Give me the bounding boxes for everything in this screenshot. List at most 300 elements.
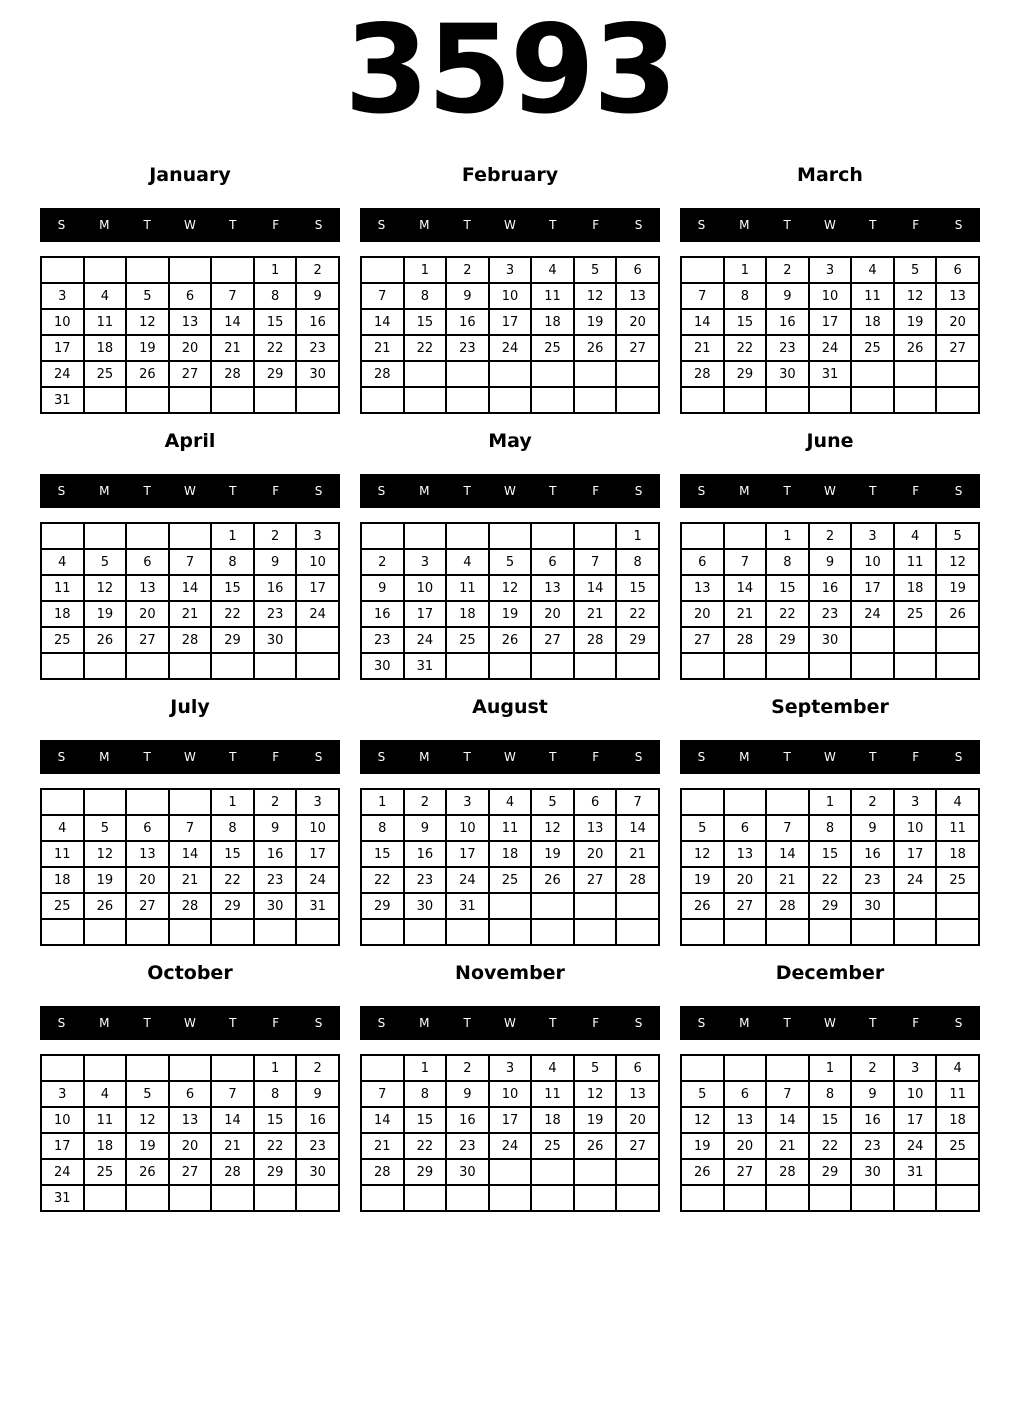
day-cell: 13 [616,1081,659,1107]
week-row [681,1133,979,1159]
day-cell: 26 [126,1159,169,1185]
week-row [681,653,979,679]
day-header-cell: S [954,484,963,498]
week-row [681,549,979,575]
day-cell: 22 [766,601,809,627]
day-cell: 19 [574,309,617,335]
day-cell: 28 [361,361,404,387]
week-row [361,575,659,601]
empty-day-cell [809,387,852,413]
empty-day-cell [211,1055,254,1081]
day-cell: 18 [41,867,84,893]
week-row [681,841,979,867]
week-row [41,867,339,893]
day-cell: 3 [894,789,937,815]
empty-day-cell [574,893,617,919]
day-cell: 14 [766,1107,809,1133]
empty-day-cell [169,653,212,679]
week-row [681,1185,979,1211]
empty-day-cell [296,627,339,653]
day-cell: 30 [766,361,809,387]
empty-day-cell [851,1185,894,1211]
year-title: 3593 [344,0,676,141]
day-cell: 22 [361,867,404,893]
week-row [41,653,339,679]
day-cell: 14 [361,309,404,335]
day-cell: 19 [936,575,979,601]
day-cell: 16 [361,601,404,627]
day-cell: 26 [681,1159,724,1185]
day-cell: 22 [211,867,254,893]
day-cell: 4 [489,789,532,815]
day-cell: 19 [126,1133,169,1159]
day-cell: 2 [296,257,339,283]
empty-day-cell [211,387,254,413]
day-header-row [40,474,340,508]
day-cell: 3 [809,257,852,283]
day-header-cell: W [824,218,836,232]
week-row [361,653,659,679]
day-cell: 9 [809,549,852,575]
week-row [41,361,339,387]
day-cell: 20 [169,1133,212,1159]
empty-day-cell [169,387,212,413]
day-cell: 24 [489,335,532,361]
empty-day-cell [211,257,254,283]
day-cell: 12 [574,1081,617,1107]
day-cell: 6 [724,1081,767,1107]
empty-day-cell [296,387,339,413]
empty-day-cell [41,523,84,549]
day-header-cell: M [99,750,110,764]
month-name: September [771,696,889,718]
day-cell: 23 [296,335,339,361]
day-header-cell: T [783,218,791,232]
day-cell: 25 [851,335,894,361]
empty-day-cell [404,523,447,549]
day-cell: 13 [531,575,574,601]
empty-day-cell [126,1055,169,1081]
week-row [41,627,339,653]
day-cell: 24 [41,361,84,387]
day-cell: 20 [724,867,767,893]
day-header-cell: M [99,484,110,498]
day-cell: 25 [446,627,489,653]
day-header-cell: S [377,750,386,764]
week-row [361,867,659,893]
empty-day-cell [851,919,894,945]
day-cell: 15 [809,841,852,867]
empty-day-cell [41,1055,84,1081]
day-cell: 26 [681,893,724,919]
day-header-cell: M [739,750,750,764]
day-cell: 2 [296,1055,339,1081]
day-cell: 24 [489,1133,532,1159]
day-cell: 11 [531,283,574,309]
empty-day-cell [851,387,894,413]
day-cell: 18 [84,1133,127,1159]
day-cell: 3 [296,523,339,549]
week-row [681,867,979,893]
day-cell: 3 [41,283,84,309]
day-cell: 17 [894,841,937,867]
month-table [680,256,980,414]
day-cell: 20 [616,1107,659,1133]
day-cell: 11 [851,283,894,309]
day-cell: 24 [404,627,447,653]
empty-day-cell [531,1159,574,1185]
day-cell: 5 [126,1081,169,1107]
day-header-cell: S [377,218,386,232]
empty-day-cell [616,387,659,413]
day-cell: 10 [404,575,447,601]
day-cell: 6 [126,815,169,841]
month-name: December [775,962,885,984]
week-row [41,549,339,575]
empty-day-cell [41,789,84,815]
day-cell: 9 [296,283,339,309]
week-row [361,789,659,815]
month-table [40,256,340,414]
day-cell: 18 [446,601,489,627]
day-cell: 9 [404,815,447,841]
day-cell: 28 [169,627,212,653]
empty-day-cell [489,653,532,679]
day-cell: 6 [126,549,169,575]
day-header-cell: S [954,218,963,232]
day-cell: 1 [211,789,254,815]
day-cell: 9 [851,815,894,841]
day-cell: 19 [489,601,532,627]
day-cell: 30 [404,893,447,919]
day-cell: 20 [169,335,212,361]
day-cell: 30 [254,627,297,653]
day-cell: 11 [41,575,84,601]
day-cell: 9 [361,575,404,601]
day-cell: 30 [851,1159,894,1185]
month-table [360,256,660,414]
day-cell: 6 [616,257,659,283]
day-cell: 12 [936,549,979,575]
day-header-cell: M [739,218,750,232]
empty-day-cell [404,387,447,413]
day-cell: 6 [616,1055,659,1081]
day-cell: 31 [296,893,339,919]
empty-day-cell [404,1185,447,1211]
day-cell: 20 [681,601,724,627]
day-cell: 16 [404,841,447,867]
empty-day-cell [936,919,979,945]
day-cell: 2 [446,257,489,283]
empty-day-cell [446,1185,489,1211]
day-cell: 14 [616,815,659,841]
day-cell: 19 [894,309,937,335]
day-header-cell: F [912,484,920,498]
day-header-cell: M [99,1016,110,1030]
day-cell: 17 [296,841,339,867]
week-row [681,309,979,335]
day-cell: 29 [254,361,297,387]
day-cell: 19 [681,1133,724,1159]
day-cell: 28 [211,361,254,387]
empty-day-cell [894,387,937,413]
week-row [681,789,979,815]
day-cell: 30 [296,1159,339,1185]
week-row [681,893,979,919]
day-cell: 13 [616,283,659,309]
day-header-cell: T [869,218,877,232]
day-cell: 11 [894,549,937,575]
day-cell: 25 [84,1159,127,1185]
day-cell: 15 [254,309,297,335]
day-cell: 4 [531,1055,574,1081]
day-cell: 15 [809,1107,852,1133]
day-cell: 8 [616,549,659,575]
day-cell: 17 [489,1107,532,1133]
day-cell: 28 [766,1159,809,1185]
empty-day-cell [126,387,169,413]
day-cell: 10 [41,309,84,335]
day-cell: 21 [361,1133,404,1159]
day-cell: 15 [211,575,254,601]
day-cell: 29 [616,627,659,653]
day-header-cell: F [272,750,280,764]
empty-day-cell [766,1185,809,1211]
empty-day-cell [616,1159,659,1185]
day-header-row [360,1006,660,1040]
day-cell: 10 [296,549,339,575]
day-cell: 3 [404,549,447,575]
day-cell: 17 [446,841,489,867]
day-cell: 3 [41,1081,84,1107]
empty-day-cell [936,1185,979,1211]
empty-day-cell [296,653,339,679]
day-header-row [680,1006,980,1040]
empty-day-cell [446,387,489,413]
day-cell: 15 [211,841,254,867]
day-header-cell: S [634,218,643,232]
day-cell: 13 [724,841,767,867]
day-cell: 19 [84,867,127,893]
day-header-cell: T [229,750,237,764]
day-cell: 19 [681,867,724,893]
day-cell: 12 [126,309,169,335]
month-name: March [797,164,863,186]
day-cell: 23 [296,1133,339,1159]
month-january [40,162,340,414]
week-row [361,549,659,575]
week-row [41,841,339,867]
day-cell: 17 [41,335,84,361]
week-row [361,601,659,627]
day-cell: 6 [531,549,574,575]
week-row [681,919,979,945]
day-cell: 27 [724,893,767,919]
week-row [361,387,659,413]
day-cell: 18 [531,1107,574,1133]
day-cell: 18 [531,309,574,335]
empty-day-cell [211,919,254,945]
day-cell: 16 [851,841,894,867]
day-cell: 7 [681,283,724,309]
day-cell: 13 [169,1107,212,1133]
day-header-cell: W [504,484,516,498]
day-cell: 10 [296,815,339,841]
day-cell: 2 [766,257,809,283]
day-cell: 3 [296,789,339,815]
day-cell: 11 [936,815,979,841]
day-cell: 5 [489,549,532,575]
day-cell: 9 [254,549,297,575]
day-header-cell: T [229,484,237,498]
day-cell: 15 [404,309,447,335]
day-cell: 27 [616,335,659,361]
day-cell: 17 [296,575,339,601]
week-row [681,1081,979,1107]
week-row [681,361,979,387]
month-name: February [461,164,559,186]
day-header-cell: T [143,750,151,764]
day-cell: 5 [894,257,937,283]
empty-day-cell [84,1055,127,1081]
day-cell: 15 [254,1107,297,1133]
empty-day-cell [84,919,127,945]
day-header-row [40,740,340,774]
day-cell: 27 [169,361,212,387]
day-cell: 8 [254,1081,297,1107]
day-header-cell: T [463,484,471,498]
day-cell: 18 [936,1107,979,1133]
empty-day-cell [531,387,574,413]
day-cell: 18 [894,575,937,601]
empty-day-cell [361,387,404,413]
day-cell: 17 [404,601,447,627]
day-cell: 1 [361,789,404,815]
day-header-row [360,740,660,774]
empty-day-cell [126,523,169,549]
month-june [680,428,980,680]
day-header-cell: T [783,1016,791,1030]
day-header-cell: F [272,484,280,498]
day-cell: 12 [84,575,127,601]
month-name: October [147,962,233,984]
empty-day-cell [616,653,659,679]
day-header-cell: S [377,1016,386,1030]
day-cell: 24 [296,867,339,893]
day-cell: 13 [126,841,169,867]
day-cell: 14 [169,575,212,601]
empty-day-cell [894,653,937,679]
day-cell: 25 [489,867,532,893]
day-cell: 14 [766,841,809,867]
empty-day-cell [531,919,574,945]
day-cell: 8 [404,1081,447,1107]
day-cell: 30 [809,627,852,653]
day-header-cell: S [697,750,706,764]
day-cell: 22 [254,335,297,361]
day-cell: 22 [404,335,447,361]
day-header-cell: S [314,750,323,764]
day-cell: 9 [851,1081,894,1107]
day-cell: 14 [361,1107,404,1133]
day-cell: 14 [681,309,724,335]
week-row [41,789,339,815]
day-cell: 14 [211,1107,254,1133]
day-header-cell: T [869,484,877,498]
day-header-cell: M [419,484,430,498]
empty-day-cell [169,789,212,815]
week-row [41,575,339,601]
day-cell: 28 [616,867,659,893]
empty-day-cell [169,257,212,283]
day-header-cell: T [463,750,471,764]
empty-day-cell [724,653,767,679]
day-cell: 28 [361,1159,404,1185]
month-table [360,1054,660,1212]
week-row [361,1107,659,1133]
day-cell: 22 [809,1133,852,1159]
day-cell: 20 [531,601,574,627]
day-cell: 4 [41,549,84,575]
empty-day-cell [254,1185,297,1211]
week-row [41,1159,339,1185]
day-header-cell: S [57,750,66,764]
day-cell: 21 [616,841,659,867]
empty-day-cell [936,653,979,679]
month-september [680,694,980,946]
day-cell: 16 [446,309,489,335]
empty-day-cell [574,1185,617,1211]
day-cell: 9 [766,283,809,309]
day-cell: 27 [936,335,979,361]
empty-day-cell [766,387,809,413]
day-header-cell: S [634,1016,643,1030]
day-cell: 29 [404,1159,447,1185]
day-cell: 20 [936,309,979,335]
day-cell: 5 [84,549,127,575]
empty-day-cell [254,919,297,945]
day-header-cell: T [229,1016,237,1030]
day-cell: 7 [766,815,809,841]
day-cell: 23 [361,627,404,653]
day-cell: 25 [531,1133,574,1159]
day-cell: 8 [254,283,297,309]
day-cell: 12 [489,575,532,601]
day-cell: 31 [41,1185,84,1211]
day-header-cell: M [739,1016,750,1030]
day-cell: 28 [681,361,724,387]
day-cell: 26 [84,893,127,919]
day-cell: 18 [936,841,979,867]
empty-day-cell [531,893,574,919]
empty-day-cell [574,1159,617,1185]
day-cell: 2 [809,523,852,549]
empty-day-cell [681,653,724,679]
day-cell: 24 [851,601,894,627]
empty-day-cell [724,1055,767,1081]
day-cell: 7 [616,789,659,815]
day-cell: 25 [531,335,574,361]
day-header-cell: M [99,218,110,232]
day-header-cell: T [549,750,557,764]
day-cell: 16 [766,309,809,335]
day-cell: 2 [254,523,297,549]
day-header-cell: W [184,1016,196,1030]
week-row [361,1185,659,1211]
empty-day-cell [296,919,339,945]
empty-day-cell [84,523,127,549]
day-cell: 31 [41,387,84,413]
